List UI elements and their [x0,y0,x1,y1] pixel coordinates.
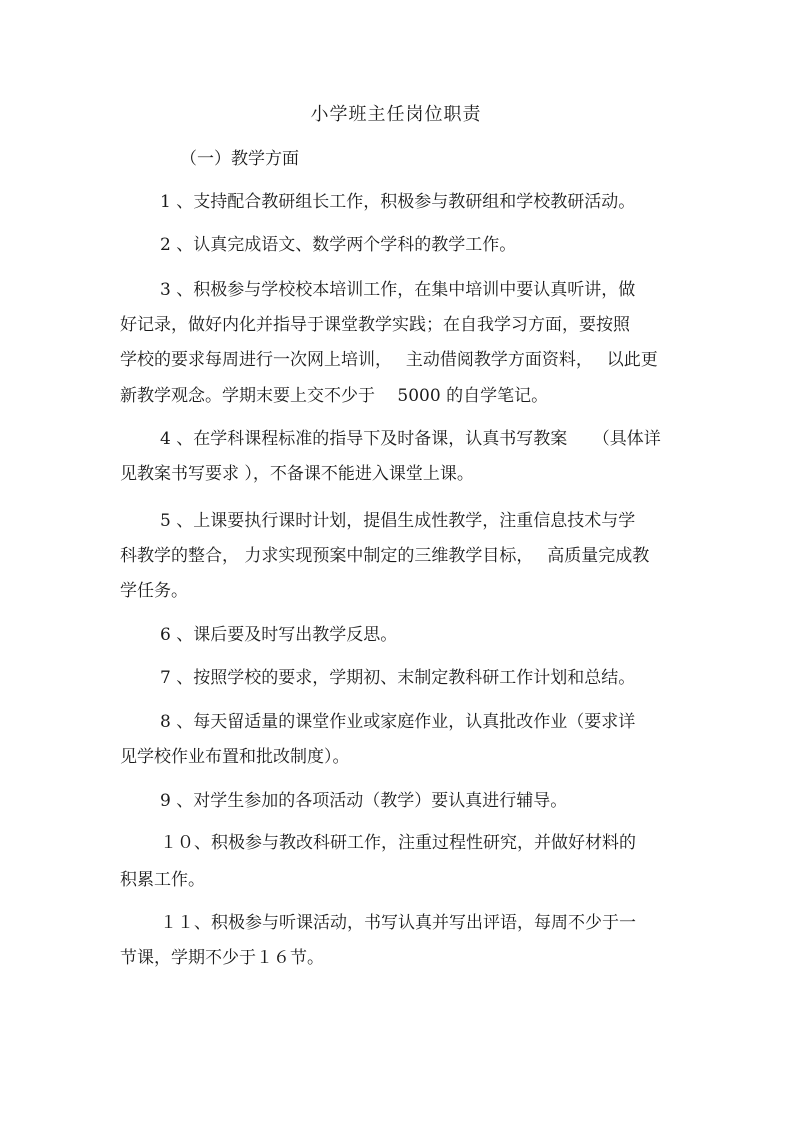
item-3-line-1: 3 、积极参与学校校本培训工作，在集中培训中要认真听讲，做 [160,280,636,300]
item-4-line-1: 4 、在学科课程标准的指导下及时备课，认真书写教案 （具体详 [160,429,661,449]
item-11-line-2: 节课，学期不少于１６节。 [120,948,324,968]
item-9-line-1: 9 、对学生参加的各项活动（教学）要认真进行辅导。 [160,791,568,811]
item-10-line-2: 积累工作。 [120,870,205,890]
document-title: 小学班主任岗位职责 [310,104,482,125]
item-3-line-3: 学校的要求每周进行一次网上培训， 主动借阅教学方面资料， 以此更 [120,350,658,370]
item-1-line-1: 1 、支持配合教研组长工作，积极参与教研组和学校教研活动。 [160,192,636,212]
item-5-line-1: 5 、上课要执行课时计划，提倡生成性教学，注重信息技术与学 [160,511,636,531]
item-2-line-1: 2 、认真完成语文、数学两个学科的教学工作。 [160,235,517,255]
item-8-line-2: 见学校作业布置和批改制度）。 [120,747,350,767]
item-5-line-3: 学任务。 [120,581,188,601]
section-heading: （一）教学方面 [180,149,299,169]
item-6-line-1: 6 、课后要及时写出教学反思。 [160,625,398,645]
item-3-line-4: 新教学观念。学期末要上交不少于 5000 的自学笔记。 [120,386,549,406]
item-11-line-1: １１、积极参与听课活动，书写认真并写出评语，每周不少于一 [160,913,636,933]
item-8-line-1: 8 、每天留适量的课堂作业或家庭作业，认真批改作业（要求详 [160,712,636,732]
item-3-line-2: 好记录，做好内化并指导于课堂教学实践；在自我学习方面，要按照 [120,315,630,335]
item-5-line-2: 科教学的整合， 力求实现预案中制定的三维教学目标， 高质量完成教 [120,546,650,566]
item-10-line-1: １０、积极参与教改科研工作，注重过程性研究，并做好材料的 [160,833,636,853]
item-4-line-2: 见教案书写要求 ），不备课不能进入课堂上课。 [120,464,474,484]
item-7-line-1: 7 、按照学校的要求，学期初、末制定教科研工作计划和总结。 [160,668,636,688]
